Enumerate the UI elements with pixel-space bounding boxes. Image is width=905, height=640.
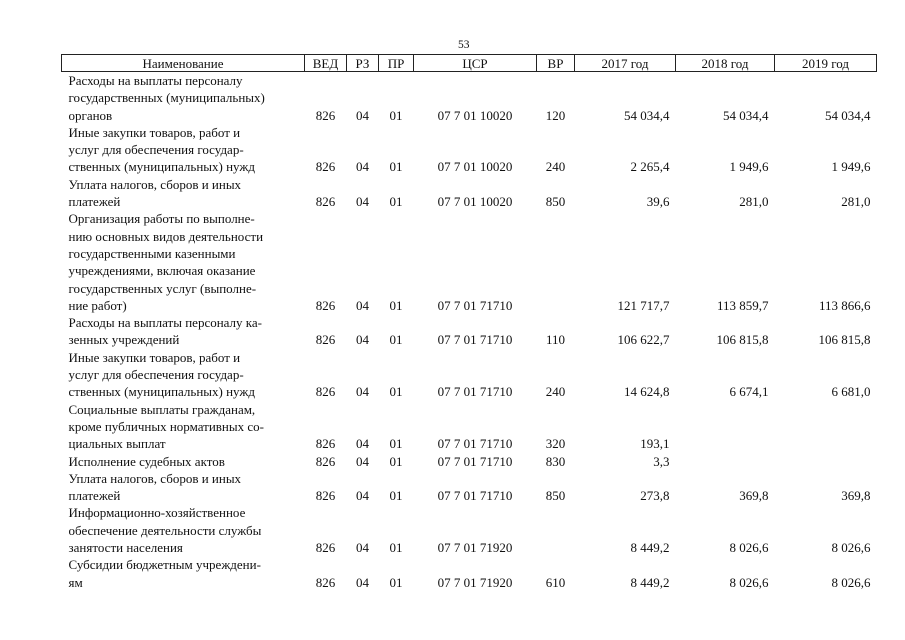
row-name-line: Организация работы по выполне- xyxy=(68,211,255,227)
row-name-cell xyxy=(62,176,305,211)
rz-cell: 04 xyxy=(356,488,369,504)
vr-cell xyxy=(537,504,575,556)
rz-cell: 04 xyxy=(356,194,369,210)
pr-cell: 01 xyxy=(389,107,403,123)
header-csr: ЦСР xyxy=(414,55,537,72)
ved-cell: 826 xyxy=(315,107,336,123)
ved-cell: 826 xyxy=(315,436,336,452)
amount-2019-cell: 1 949,6 xyxy=(831,159,871,175)
row-name-line: ние работ) xyxy=(68,297,127,313)
vr-cell: 110 xyxy=(545,332,566,348)
pr-cell: 01 xyxy=(389,540,403,556)
amount-2019-cell: 281,0 xyxy=(841,194,871,210)
row-name-line: государственными казенными xyxy=(68,245,236,261)
table-row xyxy=(62,453,877,470)
header-2018: 2018 год xyxy=(676,55,775,72)
rz-cell: 04 xyxy=(356,574,369,590)
row-name-line: платежей xyxy=(68,488,121,504)
pr-cell: 01 xyxy=(389,436,403,452)
csr-cell: 07 7 01 71710 xyxy=(437,332,513,348)
row-name-cell xyxy=(62,314,305,349)
page-number: 53 xyxy=(458,39,470,51)
table-row xyxy=(62,504,877,556)
rz-cell: 04 xyxy=(356,453,369,469)
rz-cell: 04 xyxy=(356,297,369,313)
amount-2017-cell: 3,3 xyxy=(653,453,670,469)
row-name-line: ям xyxy=(68,574,83,590)
row-name-line: Иные закупки товаров, работ и xyxy=(68,124,241,140)
row-name-line: государственных услуг (выполне- xyxy=(68,280,257,296)
row-name-cell xyxy=(62,504,305,556)
pr-cell: 01 xyxy=(389,194,403,210)
pr-cell: 01 xyxy=(389,159,403,175)
row-name-line: занятости населения xyxy=(68,540,183,556)
header-ved: ВЕД xyxy=(305,55,347,72)
header-vr: ВР xyxy=(537,55,575,72)
row-name-cell xyxy=(62,124,305,176)
amount-2017-cell: 54 034,4 xyxy=(624,107,670,123)
table-row xyxy=(62,72,877,124)
amount-2019-cell: 8 026,6 xyxy=(831,540,871,556)
row-name-line: органов xyxy=(68,107,113,123)
table-row xyxy=(62,470,877,505)
amount-2019-cell xyxy=(775,401,877,453)
amount-2018-cell: 54 034,4 xyxy=(723,107,769,123)
ved-cell: 826 xyxy=(315,159,336,175)
ved-cell: 826 xyxy=(315,488,336,504)
row-name-line: циальных выплат xyxy=(68,436,166,452)
vr-cell: 850 xyxy=(545,194,566,210)
amount-2018-cell xyxy=(676,453,775,470)
amount-2019-cell xyxy=(775,453,877,470)
vr-cell xyxy=(537,210,575,314)
amount-2019-cell: 369,8 xyxy=(841,488,871,504)
table-row xyxy=(62,556,877,591)
row-name-line: Уплата налогов, сборов и иных xyxy=(68,470,242,486)
row-name-cell xyxy=(62,470,305,505)
row-name-line: Уплата налогов, сборов и иных xyxy=(68,176,242,192)
amount-2018-cell: 6 674,1 xyxy=(729,384,769,400)
row-name-line: Иные закупки товаров, работ и xyxy=(68,349,241,365)
amount-2019-cell: 6 681,0 xyxy=(831,384,871,400)
amount-2017-cell: 121 717,7 xyxy=(617,297,670,313)
row-name-line: услуг для обеспечения государ- xyxy=(68,367,244,383)
row-name-line: платежей xyxy=(68,194,121,210)
amount-2019-cell: 8 026,6 xyxy=(831,574,871,590)
ved-cell: 826 xyxy=(315,574,336,590)
row-name-line: учреждениями, включая оказание xyxy=(68,263,256,279)
csr-cell: 07 7 01 71710 xyxy=(437,297,513,313)
row-name-line: Субсидии бюджетным учреждени- xyxy=(68,557,261,573)
amount-2019-cell: 106 815,8 xyxy=(818,332,871,348)
amount-2017-cell: 2 265,4 xyxy=(630,159,670,175)
ved-cell: 826 xyxy=(315,384,336,400)
vr-cell: 240 xyxy=(545,384,566,400)
pr-cell: 01 xyxy=(389,384,403,400)
amount-2017-cell: 193,1 xyxy=(640,436,670,452)
pr-cell: 01 xyxy=(389,574,403,590)
amount-2019-cell: 113 866,6 xyxy=(818,297,871,313)
ved-cell: 826 xyxy=(315,194,336,210)
rz-cell: 04 xyxy=(356,384,369,400)
header-rz: РЗ xyxy=(347,55,379,72)
pr-cell: 01 xyxy=(389,488,403,504)
ved-cell: 826 xyxy=(315,453,336,469)
vr-cell: 240 xyxy=(545,159,566,175)
vr-cell: 120 xyxy=(545,107,566,123)
header-name: Наименование xyxy=(62,55,305,72)
table-header-row xyxy=(62,55,877,72)
amount-2017-cell: 8 449,2 xyxy=(630,540,670,556)
rz-cell: 04 xyxy=(356,540,369,556)
vr-cell: 610 xyxy=(545,574,566,590)
csr-cell: 07 7 01 10020 xyxy=(437,107,513,123)
row-name-cell xyxy=(62,401,305,453)
row-name-line: Исполнение судебных актов xyxy=(68,453,225,469)
row-name-line: Расходы на выплаты персоналу xyxy=(68,73,243,88)
rz-cell: 04 xyxy=(356,159,369,175)
vr-cell: 320 xyxy=(545,436,566,452)
csr-cell: 07 7 01 71710 xyxy=(437,488,513,504)
amount-2017-cell: 39,6 xyxy=(646,194,670,210)
pr-cell: 01 xyxy=(389,453,403,469)
vr-cell: 830 xyxy=(545,453,566,469)
row-name-line: обеспечение деятельности службы xyxy=(68,522,262,538)
rz-cell: 04 xyxy=(356,332,369,348)
header-pr: ПР xyxy=(379,55,414,72)
amount-2017-cell: 106 622,7 xyxy=(617,332,670,348)
amount-2018-cell: 369,8 xyxy=(739,488,769,504)
rz-cell: 04 xyxy=(356,436,369,452)
ved-cell: 826 xyxy=(315,540,336,556)
row-name-cell xyxy=(62,453,305,470)
row-name-cell xyxy=(62,556,305,591)
row-name-cell xyxy=(62,72,305,124)
row-name-line: государственных (муниципальных) xyxy=(68,90,265,106)
row-name-line: ственных (муниципальных) нужд xyxy=(68,159,255,175)
ved-cell: 826 xyxy=(315,332,336,348)
amount-2018-cell: 106 815,8 xyxy=(716,332,769,348)
csr-cell: 07 7 01 10020 xyxy=(437,159,513,175)
row-name-line: ственных (муниципальных) нужд xyxy=(68,384,255,400)
amount-2018-cell: 8 026,6 xyxy=(729,540,769,556)
csr-cell: 07 7 01 71710 xyxy=(437,436,513,452)
table-row xyxy=(62,210,877,314)
header-2017: 2017 год xyxy=(575,55,676,72)
table-row xyxy=(62,314,877,349)
row-name-line: нию основных видов деятельности xyxy=(68,228,264,244)
pr-cell: 01 xyxy=(389,332,403,348)
header-2019: 2019 год xyxy=(775,55,877,72)
row-name-line: Информационно-хозяйственное xyxy=(68,505,246,521)
amount-2018-cell: 281,0 xyxy=(739,194,769,210)
budget-table xyxy=(61,54,877,591)
row-name-cell xyxy=(62,349,305,401)
row-name-cell xyxy=(62,210,305,314)
amount-2018-cell: 113 859,7 xyxy=(716,297,769,313)
amount-2018-cell: 8 026,6 xyxy=(729,574,769,590)
row-name-line: кроме публичных нормативных со- xyxy=(68,418,264,434)
amount-2018-cell: 1 949,6 xyxy=(729,159,769,175)
vr-cell: 850 xyxy=(545,488,566,504)
csr-cell: 07 7 01 71920 xyxy=(437,540,513,556)
amount-2019-cell: 54 034,4 xyxy=(825,107,871,123)
table-row xyxy=(62,176,877,211)
table-row xyxy=(62,401,877,453)
csr-cell: 07 7 01 71710 xyxy=(437,384,513,400)
pr-cell: 01 xyxy=(389,297,403,313)
ved-cell: 826 xyxy=(315,297,336,313)
amount-2017-cell: 8 449,2 xyxy=(630,574,670,590)
csr-cell: 07 7 01 71920 xyxy=(437,574,513,590)
rz-cell: 04 xyxy=(356,107,369,123)
table-row xyxy=(62,349,877,401)
table-row xyxy=(62,124,877,176)
amount-2017-cell: 14 624,8 xyxy=(624,384,670,400)
row-name-line: Расходы на выплаты персоналу ка- xyxy=(68,315,263,331)
amount-2018-cell xyxy=(676,401,775,453)
amount-2017-cell: 273,8 xyxy=(640,488,670,504)
row-name-line: зенных учреждений xyxy=(68,332,180,348)
csr-cell: 07 7 01 10020 xyxy=(437,194,513,210)
row-name-line: услуг для обеспечения государ- xyxy=(68,142,244,158)
csr-cell: 07 7 01 71710 xyxy=(437,453,513,469)
row-name-line: Социальные выплаты гражданам, xyxy=(68,401,256,417)
